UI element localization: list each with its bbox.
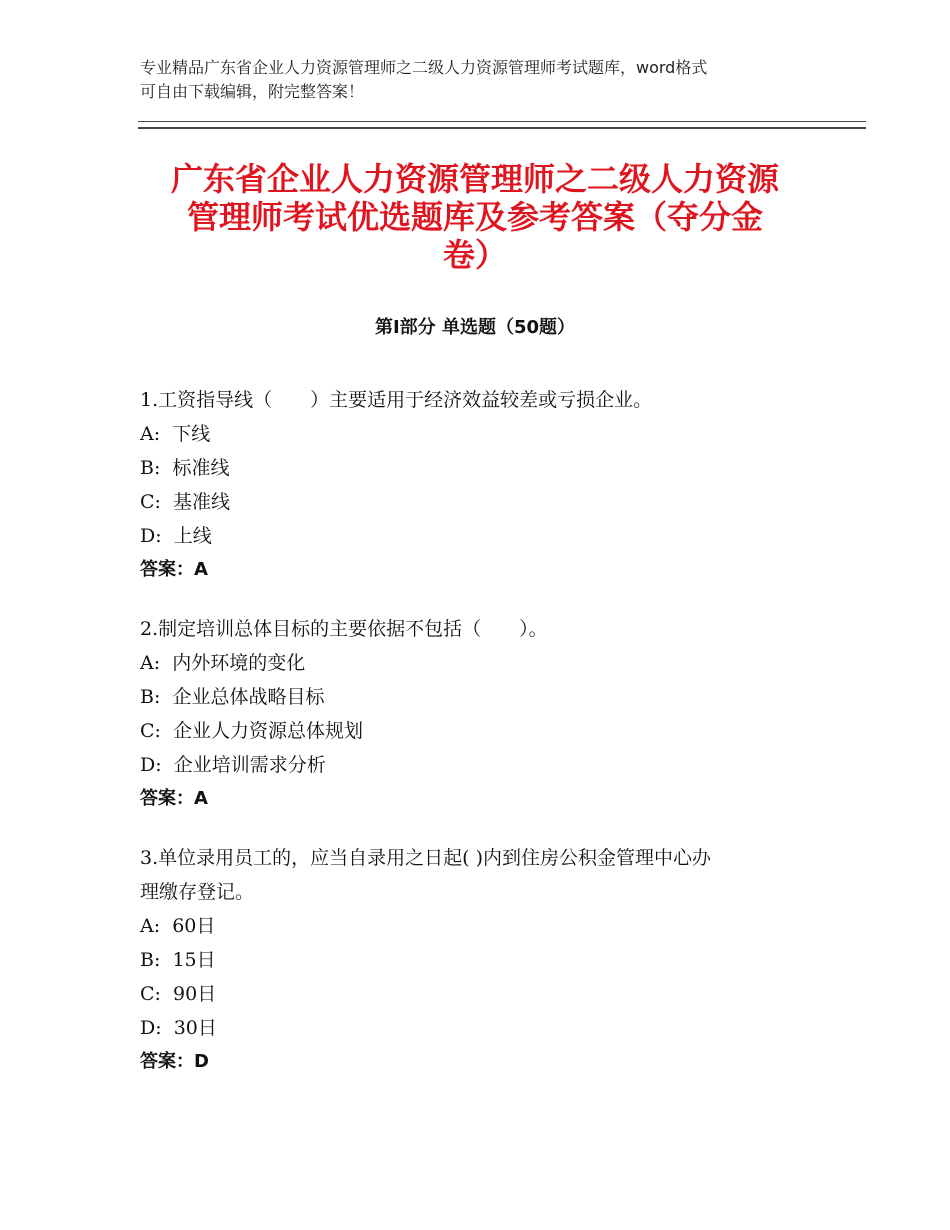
question-item — [140, 841, 820, 1079]
option-b: B: 15日 — [140, 949, 216, 971]
document-title-line: 管理师考试优选题库及参考答案（夺分金 — [186, 198, 763, 236]
option-b: B: 企业总体战略目标 — [140, 686, 325, 708]
option-a: A: 下线 — [140, 423, 211, 445]
header-divider — [138, 121, 866, 129]
question-stem: 3.单位录用员工的，应当自录用之日起( )内到住房公积金管理中心办 — [140, 847, 711, 869]
option-b: B: 标准线 — [140, 457, 230, 479]
question-list — [140, 383, 820, 1104]
question-item — [140, 383, 820, 587]
option-c: C: 90日 — [140, 983, 217, 1005]
option-d: D: 上线 — [140, 525, 212, 547]
option-c: C: 基准线 — [140, 491, 231, 513]
document-title-line: 广东省企业人力资源管理师之二级人力资源 — [170, 160, 779, 198]
question-stem: 2.制定培训总体目标的主要依据不包括（ ）。 — [140, 618, 548, 640]
document-title — [140, 160, 810, 274]
answer-label: 答案：A — [140, 559, 208, 580]
answer-label: 答案：D — [140, 1051, 209, 1072]
option-d: D: 30日 — [140, 1017, 217, 1039]
option-a: A: 内外环境的变化 — [140, 652, 306, 674]
option-c: C: 企业人力资源总体规划 — [140, 720, 364, 742]
option-a: A: 60日 — [140, 915, 216, 937]
header-note-line: 专业精品广东省企业人力资源管理师之二级人力资源管理师考试题库，word格式 — [140, 58, 708, 77]
option-d: D: 企业培训需求分析 — [140, 754, 326, 776]
document-title-line: 卷） — [442, 236, 507, 274]
header-note — [140, 56, 820, 104]
answer-label: 答案：A — [140, 788, 208, 809]
question-stem-continued: 理缴存登记。 — [140, 881, 255, 903]
question-stem: 1.工资指导线（ ）主要适用于经济效益较差或亏损企业。 — [140, 389, 653, 411]
question-item — [140, 612, 820, 816]
section-title: 第Ⅰ部分 单选题（50题） — [374, 317, 575, 338]
header-note-line: 可自由下载编辑，附完整答案！ — [140, 82, 365, 101]
